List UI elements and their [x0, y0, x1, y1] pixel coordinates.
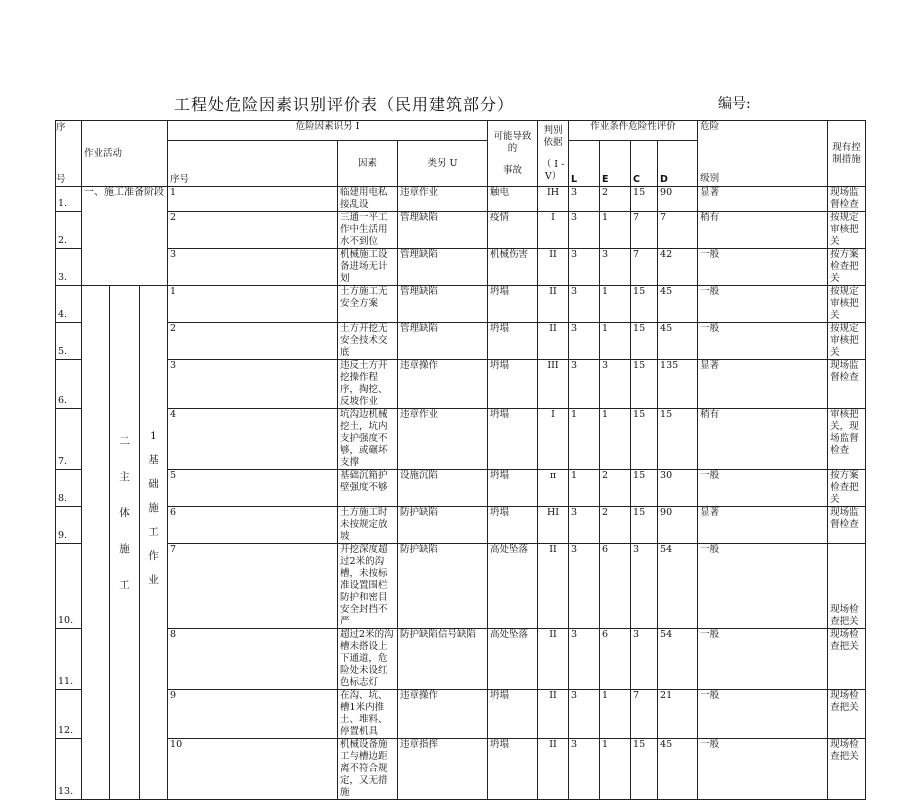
c-cell: 15	[631, 507, 658, 544]
control-cell: 现场检查把关	[828, 739, 866, 800]
e-cell: 1	[600, 409, 631, 470]
table-row	[56, 629, 866, 690]
basis-cell: II	[538, 739, 569, 800]
sub-seq-cell: 6	[168, 507, 338, 544]
hazard-table	[55, 120, 866, 800]
sub-seq-cell: 2	[168, 323, 338, 360]
control-cell: 按方案检查把关	[828, 470, 866, 507]
basis-cell: II	[538, 249, 569, 286]
level-cell: 稍有	[698, 409, 828, 470]
accident-cell: 机械伤害	[488, 249, 538, 286]
factor-cell: 违反土方开挖操作程序，掏挖、反坡作业	[338, 360, 398, 409]
basis-cell: II	[538, 629, 569, 690]
d-cell: 54	[658, 544, 698, 629]
d-cell: 135	[658, 360, 698, 409]
table-row	[56, 739, 866, 800]
row-number-cell: 11.	[56, 629, 82, 690]
table-row	[56, 286, 866, 323]
level-cell: 一般	[698, 629, 828, 690]
level-cell: 一般	[698, 544, 828, 629]
d-cell: 90	[658, 187, 698, 212]
c-cell: 7	[631, 249, 658, 286]
table-row	[56, 544, 866, 629]
e-cell: 1	[600, 323, 631, 360]
factor-cell: 三通一平工作中生活用水不到位	[338, 212, 398, 249]
sub-seq-cell: 1	[168, 187, 338, 212]
category-cell: 管理缺陷	[398, 286, 488, 323]
table-row	[56, 187, 866, 212]
e-cell: 2	[600, 470, 631, 507]
c-cell: 15	[631, 323, 658, 360]
e-cell: 1	[600, 286, 631, 323]
category-cell: 防护缺陷	[398, 544, 488, 629]
level-cell: 一般	[698, 690, 828, 739]
activity-header: 作业活动	[82, 121, 168, 187]
accident-cell: 坍塌	[488, 690, 538, 739]
sub-seq-cell: 3	[168, 249, 338, 286]
category-cell: 违章指挥	[398, 739, 488, 800]
activity-foundation-char: 作	[148, 549, 159, 562]
e-cell: 6	[600, 544, 631, 629]
basis-cell: II	[538, 286, 569, 323]
l-header: L	[569, 141, 600, 187]
control-cell: 审核把关，现场监督检查	[828, 409, 866, 470]
level-cell: 显著	[698, 360, 828, 409]
control-cell: 现场检查把关	[828, 629, 866, 690]
level-cell: 一般	[698, 739, 828, 800]
table-row	[56, 409, 866, 470]
category-cell: 防护缺陷信号缺陷	[398, 629, 488, 690]
row-number-cell: 5.	[56, 323, 82, 360]
d-header: D	[658, 141, 698, 187]
factor-cell: 土方施工无安全方案	[338, 286, 398, 323]
doc-number-label: 编号:	[718, 96, 751, 112]
factor-cell: 机械设备施工与槽边距离不符合规定，又无措施	[338, 739, 398, 800]
row-number-cell: 7.	[56, 409, 82, 470]
row-number-cell: 12.	[56, 690, 82, 739]
level-header-top: 危险	[700, 121, 720, 132]
category-cell: 违章作业	[398, 187, 488, 212]
activity-main-cell	[110, 286, 140, 800]
control-cell: 现场监督检查	[828, 507, 866, 544]
row-number-cell: 9.	[56, 507, 82, 544]
e-cell: 1	[600, 739, 631, 800]
c-cell: 7	[631, 212, 658, 249]
l-cell: 3	[569, 249, 600, 286]
row-number-cell: 6.	[56, 360, 82, 409]
sub-seq-cell: 5	[168, 470, 338, 507]
factor-cell: 超过2米的沟槽未搭设上下通道，危险处未设红色标志灯	[338, 629, 398, 690]
sub-seq-cell: 4	[168, 409, 338, 470]
activity-main-char: 主	[119, 470, 130, 483]
accident-cell: 坍塌	[488, 470, 538, 507]
factor-cell: 在沟、坑、槽1米内推土、堆料、停置机具	[338, 690, 398, 739]
control-header: 现有控制措施	[828, 121, 866, 187]
basis-cell: I	[538, 409, 569, 470]
basis-cell: π	[538, 470, 569, 507]
sub-seq-header: 序号	[168, 141, 338, 187]
e-cell: 1	[600, 212, 631, 249]
level-cell: 一般	[698, 249, 828, 286]
table-row	[56, 212, 866, 249]
d-cell: 45	[658, 323, 698, 360]
level-cell: 一般	[698, 470, 828, 507]
activity-spacer-cell	[82, 286, 110, 800]
activity-main-char: 二	[119, 434, 130, 447]
l-cell: 3	[569, 629, 600, 690]
e-cell: 2	[600, 187, 631, 212]
e-cell: 3	[600, 249, 631, 286]
risk-group-header: 作业条件危险性评价	[569, 121, 698, 141]
factor-cell: 临建用电私接乱设	[338, 187, 398, 212]
control-cell: 按方案检查把关	[828, 249, 866, 286]
l-cell: 3	[569, 544, 600, 629]
accident-cell: 坍塌	[488, 739, 538, 800]
factor-cell: 机械施工设备进场无计划	[338, 249, 398, 286]
seq-header-top: 序	[56, 121, 66, 133]
c-cell: 15	[631, 470, 658, 507]
category-cell: 违章操作	[398, 690, 488, 739]
d-cell: 15	[658, 409, 698, 470]
header-row-1	[56, 121, 866, 141]
sub-seq-cell: 3	[168, 360, 338, 409]
d-cell: 90	[658, 507, 698, 544]
accident-cell: 坍塌	[488, 323, 538, 360]
factor-cell: 开挖深度超过2米的沟槽，未按标准设置围栏防护和密目安全封挡不严	[338, 544, 398, 629]
d-cell: 7	[658, 212, 698, 249]
row-number-cell: 1.	[56, 187, 82, 212]
category-cell: 违章操作	[398, 360, 488, 409]
category-cell: 管理缺陷	[398, 323, 488, 360]
l-cell: 3	[569, 739, 600, 800]
sub-seq-cell: 2	[168, 212, 338, 249]
e-cell: 2	[600, 507, 631, 544]
row-number-cell: 3.	[56, 249, 82, 286]
factor-cell: 坑沟边机械挖土，坑内支护强度不够，或碾坏支撑	[338, 409, 398, 470]
l-cell: 3	[569, 187, 600, 212]
table-row	[56, 323, 866, 360]
accident-cell: 坍塌	[488, 507, 538, 544]
d-cell: 54	[658, 629, 698, 690]
category-cell: 管理缺陷	[398, 212, 488, 249]
activity-foundation-cell	[140, 286, 168, 800]
accident-header	[488, 121, 538, 187]
seq-header	[56, 121, 82, 187]
activity-foundation-char: 业	[148, 573, 159, 586]
l-cell: 1	[569, 470, 600, 507]
d-cell: 21	[658, 690, 698, 739]
accident-cell: 坍塌	[488, 360, 538, 409]
table-row	[56, 507, 866, 544]
control-cell: 现场检查把关	[828, 690, 866, 739]
e-header: E	[600, 141, 631, 187]
accident-cell: 高处坠落	[488, 544, 538, 629]
row-number-cell: 10.	[56, 544, 82, 629]
control-cell: 现场监督检查	[828, 187, 866, 212]
l-cell: 3	[569, 690, 600, 739]
c-header: C	[631, 141, 658, 187]
activity-main-char: 工	[119, 578, 130, 591]
factor-header: 因素	[338, 141, 398, 187]
c-cell: 15	[631, 286, 658, 323]
table-row	[56, 470, 866, 507]
l-cell: 3	[569, 360, 600, 409]
l-cell: 3	[569, 212, 600, 249]
sub-seq-cell: 10	[168, 739, 338, 800]
basis-cell: II	[538, 323, 569, 360]
activity-foundation-char: 施	[148, 501, 159, 514]
e-cell: 1	[600, 690, 631, 739]
table-row	[56, 360, 866, 409]
sub-seq-cell: 7	[168, 544, 338, 629]
basis-cell: I	[538, 212, 569, 249]
e-cell: 6	[600, 629, 631, 690]
d-cell: 45	[658, 286, 698, 323]
c-cell: 15	[631, 360, 658, 409]
sub-seq-cell: 8	[168, 629, 338, 690]
category-header: 类另 U	[398, 141, 488, 187]
seq-header-bottom: 号	[56, 173, 66, 185]
accident-cell: 触电	[488, 187, 538, 212]
accident-cell: 坍塌	[488, 409, 538, 470]
l-cell: 1	[569, 409, 600, 470]
control-cell: 按规定审核把关	[828, 323, 866, 360]
control-cell: 按规定审核把关	[828, 212, 866, 249]
category-cell: 设施沉陷	[398, 470, 488, 507]
factor-cell: 土方施工时未按规定放坡	[338, 507, 398, 544]
row-number-cell: 13.	[56, 739, 82, 800]
row-number-cell: 4.	[56, 286, 82, 323]
l-cell: 3	[569, 507, 600, 544]
accident-cell: 疫情	[488, 212, 538, 249]
table-row	[56, 249, 866, 286]
d-cell: 42	[658, 249, 698, 286]
level-cell: 稍有	[698, 212, 828, 249]
hazard-group-header: 危险因素识另 I	[168, 121, 488, 141]
control-cell: 按规定审核把关	[828, 286, 866, 323]
sub-seq-cell: 9	[168, 690, 338, 739]
basis-cell: II	[538, 690, 569, 739]
accident-cell: 坍塌	[488, 286, 538, 323]
table-row	[56, 690, 866, 739]
activity-main-char: 体	[119, 506, 130, 519]
activity-foundation-char: 基	[148, 453, 159, 466]
basis-header	[538, 121, 569, 187]
l-cell: 3	[569, 323, 600, 360]
control-cell: 现场监督检查	[828, 360, 866, 409]
c-cell: 15	[631, 409, 658, 470]
row-number-cell: 8.	[56, 470, 82, 507]
control-cell: 现场检查把关	[828, 544, 866, 629]
activity-foundation-char: 工	[148, 525, 159, 538]
activity-prep-cell: 一、施工准备阶段	[82, 187, 168, 286]
accident-header-line2: 事故	[503, 164, 523, 176]
activity-main-char: 施	[119, 542, 130, 555]
d-cell: 30	[658, 470, 698, 507]
basis-header-line1: 判别依据	[543, 124, 563, 148]
l-cell: 3	[569, 286, 600, 323]
category-cell: 管理缺陷	[398, 249, 488, 286]
level-header-bottom: 级别	[700, 173, 720, 184]
basis-cell: II	[538, 544, 569, 629]
level-cell: 一般	[698, 323, 828, 360]
basis-cell: HI	[538, 507, 569, 544]
factor-cell: 土方开挖无安全技术交底	[338, 323, 398, 360]
basis-cell: IH	[538, 187, 569, 212]
c-cell: 15	[631, 187, 658, 212]
factor-cell: 基础沉箱护壁强度不够	[338, 470, 398, 507]
category-cell: 防护缺陷	[398, 507, 488, 544]
c-cell: 3	[631, 544, 658, 629]
page-title: 工程处危险因素识别评价表（民用建筑部分）	[174, 95, 515, 114]
e-cell: 3	[600, 360, 631, 409]
accident-header-line1: 可能导致的	[493, 130, 532, 154]
c-cell: 3	[631, 629, 658, 690]
level-header	[698, 121, 828, 187]
level-cell: 显著	[698, 507, 828, 544]
c-cell: 15	[631, 739, 658, 800]
activity-foundation-char: 1	[150, 429, 157, 442]
d-cell: 45	[658, 739, 698, 800]
basis-cell: III	[538, 360, 569, 409]
activity-foundation-char: 础	[148, 477, 159, 490]
c-cell: 7	[631, 690, 658, 739]
level-cell: 一般	[698, 286, 828, 323]
basis-header-line2: （ I -V）	[541, 158, 565, 182]
accident-cell: 高处坠落	[488, 629, 538, 690]
row-number-cell: 2.	[56, 212, 82, 249]
sub-seq-cell: 1	[168, 286, 338, 323]
category-cell: 违章作业	[398, 409, 488, 470]
level-cell: 显著	[698, 187, 828, 212]
